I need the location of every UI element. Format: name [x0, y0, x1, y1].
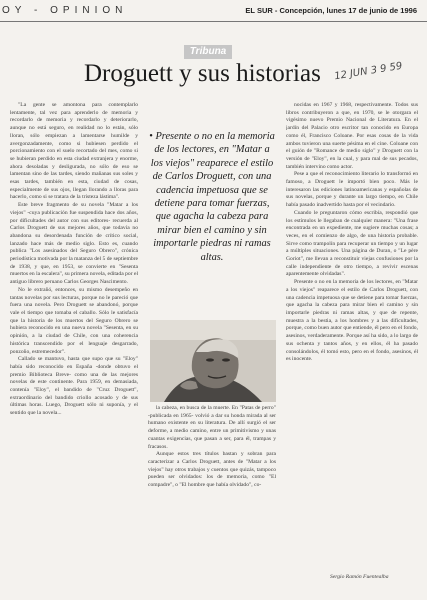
article-column-1: [10, 102, 138, 594]
bullet-icon: •: [149, 131, 156, 142]
article-column-2: [148, 405, 276, 593]
paragraph: Pese a que el reconocimiento literario lo transformó en famoso, a Droguett le importó bien poco. Más le interesaron las ediciones latinoamericanas y españolas de sus novelas, porque y durante un largo tiempo, en Chile había pasado inadvertido hasta por el vecindario.: [286, 171, 418, 209]
header-rule: [0, 21, 427, 22]
author-signature: Sergio Ramón Fuentealba: [330, 574, 389, 580]
author-photo: [150, 320, 276, 402]
paragraph: Callado se mantuvo, hasta que supo que su "Eloy" había sido reconocido en España -donde obtuvo el premio Biblioteca Breve- como una de las mejores novelas de este continente. Para 1959, en demasiada, contenía "Eloy", el bandido de "Cruz Droguett", extraordinario del bandido criollo acosado y de sus últimas horas. Luego, Droguett sólo ni suponía, y el sentido que la novela...: [10, 356, 138, 417]
paragraph: Aunque estos tres títulos bastan y sobran para caracterizar a Carlos Droguett, antes de "Matar a los viejos" hay otros trabajos y cuentos que quizás, tampoco pueden ser olvidados: los de memoria, como "El compadre", o "El hombre que había olvidado", co-: [148, 451, 276, 489]
paragraph: Cuando le preguntaron cómo escribía, respondió que los estímulos le llegaban de cualquier manera: "Una frase encontrada en un expediente, me sugiere muchas cosas; a veces, en el comienzo de algo, de una historia probable. Sirve como trampolín para recuperar un tiempo y un lugar a múltiples situaciones. Una página de Duran, o "Le père Goriot", me llevan a reconstituir viejas confusiones por la calle independiente de otro tiempo, a revivir escenas aparentemente olvidadas".: [286, 209, 418, 278]
paragraph: "La gente se amontona para contemplarlo lentamente, tal vez para aprenderlo de memoria y recordarlo de memoria y recordarlo y deteriorarlo, aunque no está seguro, en realidad no lo están, sólo lloran, sólo empiezan a lamentarse humilde y avergonzadamente, como si hubiesen perdido el porcionamiento con el suelo recortado del mes, como si se hubieran perdido en esta ciudad extranjera y enorme, ahora desoladas y desligurada, no sólo de eso se lamentan sino de las tardes, siendo mañanas sus soles y esas tardes, también en esta, ciudad de cosas, especialmente de sus ojos, llegan llorando a lloras para hacerlo, como si se tratara de la tristeza lástima".: [10, 102, 138, 201]
pull-quote: [147, 130, 277, 264]
headline: Droguett y sus historias: [84, 60, 321, 87]
section-label: OY - OPINION: [2, 5, 128, 16]
paragraph: No le extrañó, entonces, su mismo desempeño en tantas novelas por sus lecturas, porque no le pareció que fuera una novela. Pero Droguett se abandonó, porque vale el tiempo que tomaba el caballo. Sólo le satisfacía que la historia de los muertos del Seguro Obrero se hubiera reconocido en una nueva novela "Sesenta, en su opinión, a la ciudad de Chile, con una coherencia histórica transcendido por el lenguaje desgarrado, ponzoño, estremecedor".: [10, 286, 138, 355]
article-column-3: [286, 102, 418, 564]
portrait-illustration: [150, 320, 276, 402]
paragraph: la cabeza, en busca de la muerte. En "Patas de perro" -publicada en 1965- volvió a dar su honda mirada al ser humano existente en su literatura. De allí surgió el ser deforme, a medio camino, entre un primitivismo y unas cuantas exigencias, que pasan a ser, para él, trampas y fracasos.: [148, 405, 276, 450]
pull-quote-text: Presente o no en la memoria de los lectores, en "Matar a los viejos" reaparece el estilo de Carlos Droguett, con una cadencia impetuosa que se detiene para tomar fuerzas, que agacha la cabeza para mirar bien el camino y sin importarle piedras ni ramas altas.: [150, 131, 275, 263]
paragraph: Presente o no en la memoria de los lectores, en "Matar a los viejos" reaparece el estilo de Carlos Droguett, con una cadencia impetuosa que se detiene para tomar fuerzas, que agacha la cabeza para mirar bien el camino y sin importarle piedras ni ramas altas, y que de repente, muestra a la bestia, a los hombres y a las dificultades, porque, como buen autor que entiende, él pero en el fondo, asesinos, verdaderamente. Porque así ha sido, a lo largo de sus ochenta y tantos años, y en ellos, él ha pasado consolándolos, él tomó esto, pero en el fondo, asesinos, él es inocente.: [286, 279, 418, 363]
page-header: [0, 0, 427, 20]
handwritten-annotation: 12 JUN 3 9 59: [333, 60, 404, 83]
kicker-label: Tribuna: [184, 45, 232, 59]
paragraph: Este breve fragmento de su novela "Matar a los viejos" -cuya publicación fue suspendida hace dos años, por dificultades del autor con sus editores- recuerda al Carlos Droguett de sus mejores años, que todavía no abandona su desordenada función de crítico social, lanzado hace más de medio siglo. Esto es, cuando publica "Los asesinados del Seguro Obrero", crónica periodística motivada por la matanza del 5 de septiembre de 1938, y que, en 1953, se convierte en "Sesenta muertos en la escalera", su primera novela, editada por el antiguo librero peruano Carlos Georges Nascimento.: [10, 202, 138, 286]
paragraph: nocidas en 1967 y 1968, respectivamente. Todos sus libros contribuyeron a que, en 1970, se le otorgara el vigésimo nuevo Premio Nacional de Literatura. En el jardín del Palacio otro escritor tan conocido en Europa como él, Francisco Coloane. Por esas cosas de la vida ambos tuvieron una suerte pésima en el cine. Coloane con el guión de "Romance de medio siglo" y Droguett con la versión de "Eloy", en la cual, y para mal de sus pecados, también intervino como actor.: [286, 102, 418, 170]
masthead: EL SUR - Concepción, lunes 17 de junio de 1996: [245, 6, 417, 15]
